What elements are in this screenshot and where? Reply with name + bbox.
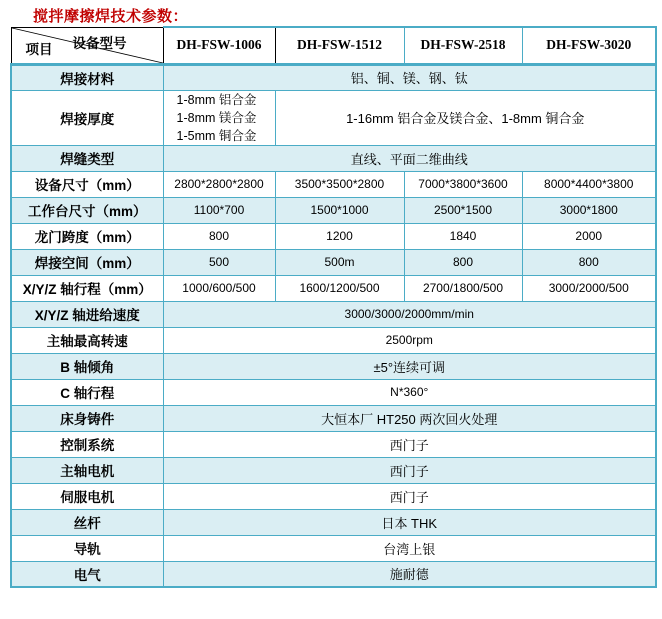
row-label: 伺服电机 [11, 483, 163, 509]
column-header-model-3: DH-FSW-2518 [404, 27, 522, 64]
cell-value: 2800*2800*2800 [163, 171, 275, 197]
table-row-seam-type [11, 145, 656, 171]
table-row-welding-material [11, 64, 656, 90]
table-row-control-system [11, 431, 656, 457]
cell-value: 7000*3800*3600 [404, 171, 522, 197]
row-label: 主轴电机 [11, 457, 163, 483]
table-row-spindle-motor [11, 457, 656, 483]
column-header-model-4: DH-FSW-3020 [522, 27, 656, 64]
cell-value: 3000/3000/2000mm/min [163, 301, 656, 327]
row-label: 焊接空间（mm） [11, 249, 163, 275]
row-label: 电气 [11, 561, 163, 587]
table-row-guide-rail [11, 535, 656, 561]
row-label: 控制系统 [11, 431, 163, 457]
cell-value: 施耐德 [163, 561, 656, 587]
table-row-machine-size [11, 171, 656, 197]
cell-value: 1-16mm 铝合金及镁合金、1-8mm 铜合金 [275, 90, 656, 145]
cell-value: 大恒本厂 HT250 两次回火处理 [163, 405, 656, 431]
cell-value: 1100*700 [163, 197, 275, 223]
spec-table [10, 26, 657, 588]
cell-value: ±5°连续可调 [163, 353, 656, 379]
cell-value: 铝、铜、镁、钢、钛 [163, 64, 656, 90]
row-label: 丝杆 [11, 509, 163, 535]
cell-value: 500m [275, 249, 404, 275]
table-row-welding-space [11, 249, 656, 275]
cell-value: 3000/2000/500 [522, 275, 656, 301]
page-title: 搅拌摩擦焊技术参数： [33, 8, 189, 25]
row-label: C 轴行程 [11, 379, 163, 405]
table-row-spindle-speed [11, 327, 656, 353]
table-row-feed-rate [11, 301, 656, 327]
row-label: X/Y/Z 轴进给速度 [11, 301, 163, 327]
cell-value: 西门子 [163, 483, 656, 509]
cell-value: 西门子 [163, 457, 656, 483]
table-row-bed-casting [11, 405, 656, 431]
table-row-c-axis-travel [11, 379, 656, 405]
cell-value: 1500*1000 [275, 197, 404, 223]
cell-value: 3000*1800 [522, 197, 656, 223]
row-label: 床身铸件 [11, 405, 163, 431]
corner-label-item: 项目 [25, 41, 53, 57]
table-row-b-axis-tilt [11, 353, 656, 379]
cell-value [163, 90, 275, 145]
corner-label-device-model: 设备型号 [72, 35, 127, 51]
row-label: 主轴最高转速 [11, 327, 163, 353]
row-label: 龙门跨度（mm） [11, 223, 163, 249]
row-label: 工作台尺寸（mm） [11, 197, 163, 223]
row-label: 设备尺寸（mm） [11, 171, 163, 197]
table-row-electrical [11, 561, 656, 587]
header-row [11, 27, 656, 64]
thickness-line: 1-8mm 镁合金 [176, 110, 257, 125]
cell-value: 1200 [275, 223, 404, 249]
row-label: 焊接材料 [11, 64, 163, 90]
cell-value: 1840 [404, 223, 522, 249]
cell-value: N*360° [163, 379, 656, 405]
table-row-worktable-size [11, 197, 656, 223]
row-label: X/Y/Z 轴行程（mm） [11, 275, 163, 301]
cell-value: 800 [163, 223, 275, 249]
table-corner-cell [11, 27, 163, 64]
thickness-line: 1-8mm 铝合金 [176, 92, 257, 107]
thickness-line: 1-5mm 铜合金 [176, 128, 257, 143]
cell-value: 日本 THK [163, 509, 656, 535]
column-header-model-2: DH-FSW-1512 [275, 27, 404, 64]
table-row-lead-screw [11, 509, 656, 535]
cell-value: 800 [522, 249, 656, 275]
table-row-welding-thickness [11, 90, 656, 145]
row-label: 焊缝类型 [11, 145, 163, 171]
row-label: B 轴倾角 [11, 353, 163, 379]
row-label: 焊接厚度 [11, 90, 163, 145]
cell-value: 1600/1200/500 [275, 275, 404, 301]
table-row-axis-travel [11, 275, 656, 301]
cell-value: 500 [163, 249, 275, 275]
cell-value: 1000/600/500 [163, 275, 275, 301]
cell-value: 8000*4400*3800 [522, 171, 656, 197]
cell-value: 台湾上银 [163, 535, 656, 561]
column-header-model-1: DH-FSW-1006 [163, 27, 275, 64]
table-row-gantry-span [11, 223, 656, 249]
cell-value: 2500*1500 [404, 197, 522, 223]
row-label: 导轨 [11, 535, 163, 561]
cell-value: 3500*3500*2800 [275, 171, 404, 197]
cell-value: 800 [404, 249, 522, 275]
table-row-servo-motor [11, 483, 656, 509]
cell-value: 2500rpm [163, 327, 656, 353]
cell-value: 直线、平面二维曲线 [163, 145, 656, 171]
cell-value: 西门子 [163, 431, 656, 457]
cell-value: 2000 [522, 223, 656, 249]
cell-value: 2700/1800/500 [404, 275, 522, 301]
